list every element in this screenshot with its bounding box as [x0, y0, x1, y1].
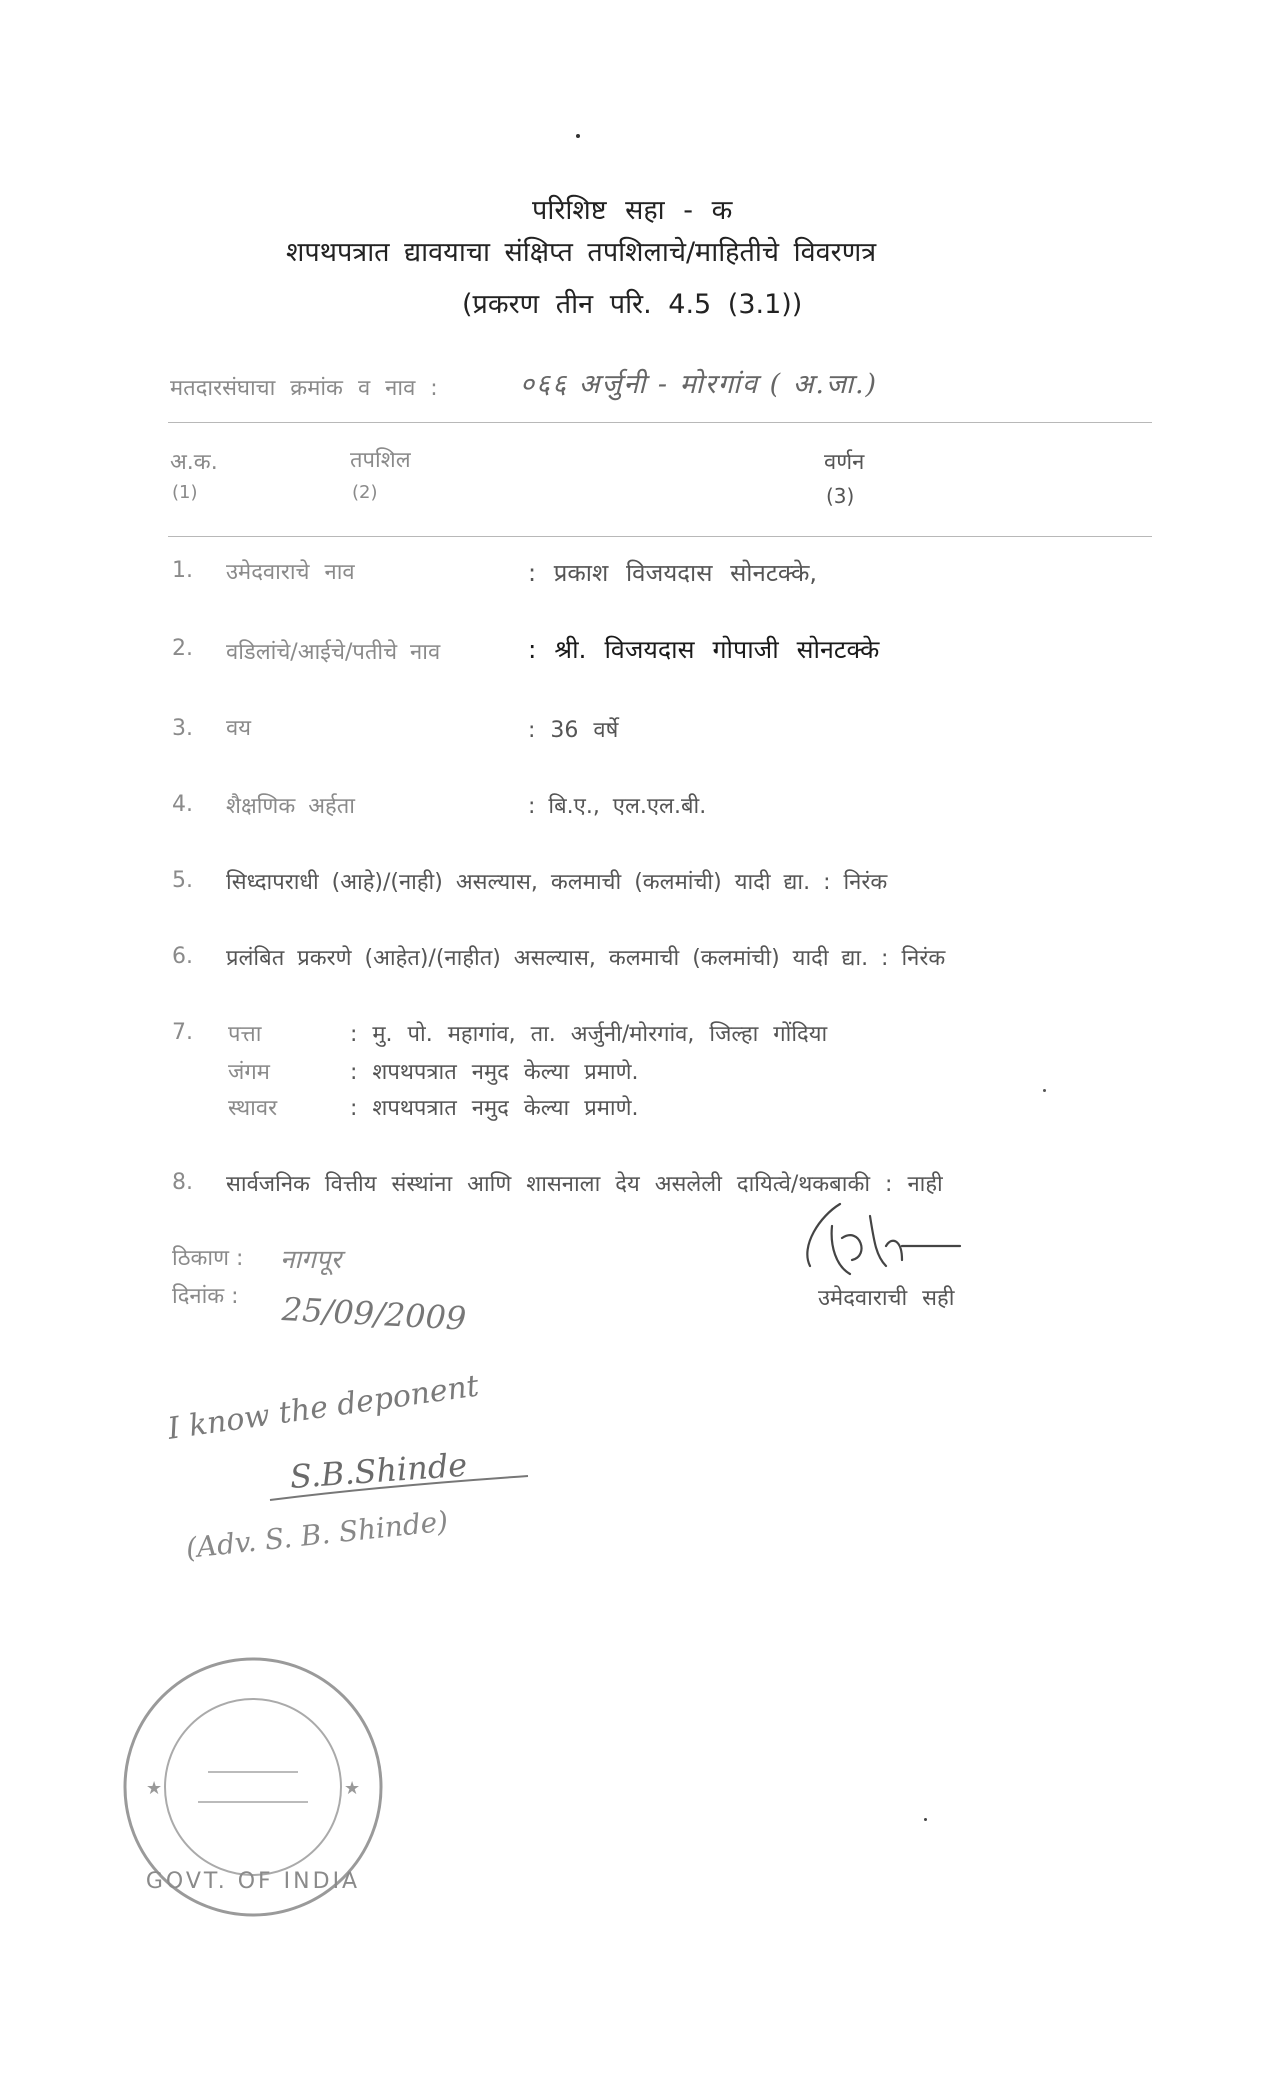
item-6-no: 6. — [172, 944, 193, 969]
item-1-label: उमेदवाराचे नाव — [226, 560, 355, 585]
col-num-details: (2) — [352, 482, 378, 503]
attestation-underline — [270, 1476, 530, 1506]
item-4-no: 4. — [172, 792, 193, 817]
item-6-label: प्रलंबित प्रकरणे (आहेत)/(नाहीत) असल्यास, कलमाची (कलमांची) यादी द्या. : निरंक — [226, 946, 946, 971]
attestation-line-3: (Adv. S. B. Shinde) — [184, 1504, 450, 1565]
header-line-1: परिशिष्ट सहा - क — [532, 195, 733, 226]
place-label: ठिकाण : — [172, 1246, 244, 1271]
col-head-serial: अ.क. — [170, 450, 218, 475]
item-3-value: : 36 वर्षे — [528, 718, 619, 743]
item-3-no: 3. — [172, 716, 193, 741]
divider-top — [168, 422, 1152, 423]
item-7-address-value: : मु. पो. महागांव, ता. अर्जुनी/मोरगांव, जिल्हा गोंदिया — [350, 1022, 828, 1047]
col-num-description: (3) — [826, 484, 855, 508]
col-head-details: तपशिल — [350, 448, 411, 473]
item-7-immovable-value: : शपथपत्रात नमुद केल्या प्रमाणे. — [350, 1096, 639, 1121]
candidate-signature — [790, 1196, 990, 1286]
stamp-text: GOVT. OF INDIA — [145, 1869, 361, 1894]
signature-caption: उमेदवाराची सही — [818, 1286, 955, 1311]
item-7-no: 7. — [172, 1020, 193, 1045]
item-1-value: : प्रकाश विजयदास सोनटक्के, — [528, 559, 818, 587]
constituency-label: मतदारसंघाचा क्रमांक व नाव : — [170, 376, 438, 401]
attestation-signature: S.B.Shinde — [288, 1445, 469, 1496]
item-8-no: 8. — [172, 1170, 193, 1195]
notary-stamp — [118, 1652, 388, 1922]
item-7-immovable-label: स्थावर — [228, 1096, 278, 1121]
date-value: 25/09/2009 — [281, 1290, 468, 1338]
date-label: दिनांक : — [172, 1284, 239, 1309]
item-7-address-label: पत्ता — [228, 1022, 262, 1047]
item-4-label: शैक्षणिक अर्हता — [226, 794, 355, 819]
svg-text:★: ★ — [344, 1778, 361, 1799]
item-8-text: सार्वजनिक वित्तीय संस्थांना आणि शासनाला देय असलेली दायित्वे/थकबाकी : नाही — [226, 1172, 943, 1197]
speck — [576, 134, 580, 138]
svg-text:★: ★ — [146, 1778, 163, 1799]
item-2-label: वडिलांचे/आईचे/पतीचे नाव — [226, 640, 441, 665]
item-7-movable-label: जंगम — [228, 1060, 270, 1085]
header-line-2: शपथपत्रात द्यावयाचा संक्षिप्त तपशिलाचे/माहितीचे विवरणत्र — [286, 237, 877, 268]
constituency-value: ०६६ अर्जुनी - मोरगांव ( अ.जा.) — [520, 369, 879, 400]
item-1-no: 1. — [172, 558, 193, 583]
col-num-serial: (1) — [172, 482, 198, 503]
attestation-line-1: I know the deponent — [165, 1368, 481, 1447]
col-head-description: वर्णन — [824, 450, 865, 475]
divider-columns — [168, 536, 1152, 537]
item-7-movable-value: : शपथपत्रात नमुद केल्या प्रमाणे. — [350, 1060, 639, 1085]
item-5-label: सिध्दापराधी (आहे)/(नाही) असल्यास, कलमाची (कलमांची) यादी द्या. : निरंक — [226, 870, 888, 895]
item-4-value: : बि.ए., एल.एल.बी. — [528, 794, 707, 819]
header-line-3: (प्रकरण तीन परि. 4.5 (3.1)) — [462, 289, 803, 320]
speck — [924, 1818, 927, 1821]
place-value: नागपूर — [280, 1245, 342, 1275]
item-2-value: : श्री. विजयदास गोपाजी सोनटक्के — [528, 635, 880, 664]
item-5-no: 5. — [172, 868, 193, 893]
item-2-no: 2. — [172, 636, 193, 661]
speck — [1043, 1089, 1046, 1092]
item-3-label: वय — [226, 716, 251, 741]
